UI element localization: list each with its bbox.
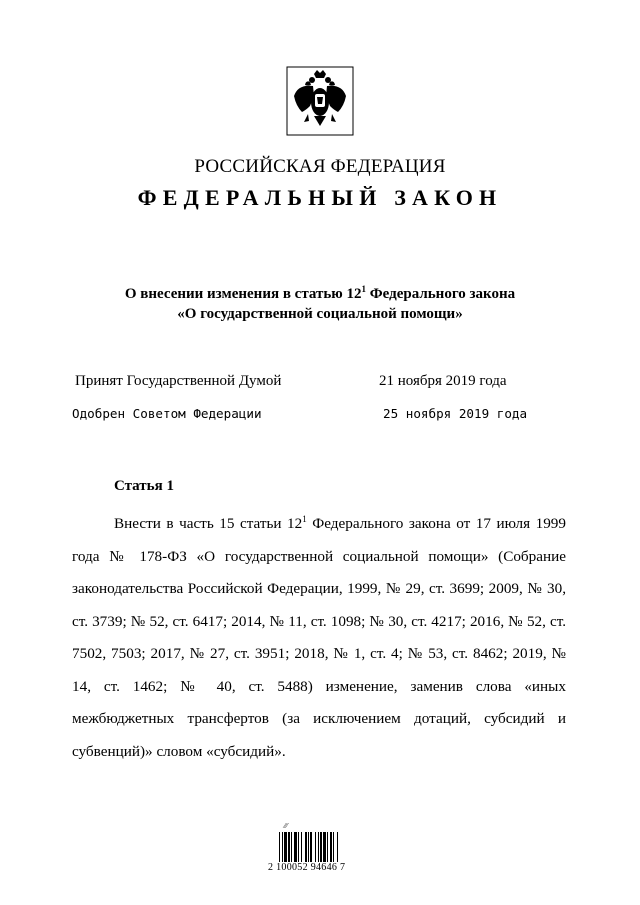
law-title xyxy=(0,284,640,324)
law-title-line-2: «О государственной социальной помощи» xyxy=(177,306,463,322)
duma-adoption-date: 21 ноября 2019 года xyxy=(379,373,507,389)
country-name: РОССИЙСКАЯ ФЕДЕРАЦИЯ xyxy=(194,156,446,177)
duma-adoption-label: Принят Государственной Думой xyxy=(75,373,282,389)
council-approval-label: Одобрен Советом Федерации xyxy=(72,406,262,421)
article-body: Внести в часть 15 статьи $12^1$ Федерального закона от 17 июля 1999 года № 178-ФЗ «О государственной социальной помощи» (Собрание законодательства Российской Федерации, 1999, № 29, ст. 3699; 2009, № 30, ст. 3739; № 52, ст. 6417; 2014, № 11, ст. 1098; № 30, ст. 4217; 2016, № 52, ст. 7502, 7503; 2017, № 27, ст. 3951; 2018, № 1, ст. 4; № 53, ст. 8462; 2019, № 14, ст. 1462; № 40, ст. 5488) изменение, заменив слова «иных межбюджетных трансфертов (за исключением дотаций, субсидий и субвенций)» словом «субсидий». xyxy=(72,514,566,760)
article-heading: Статья 1 xyxy=(114,478,174,494)
council-approval-date: 25 ноября 2019 года xyxy=(383,406,528,421)
barcode-icon xyxy=(279,832,363,862)
barcode-number: 2 100052 94646 7 xyxy=(268,862,346,873)
coat-of-arms-icon xyxy=(286,66,354,136)
stamp-mark: ⁄⁄⁄ xyxy=(284,822,288,830)
law-title-line-1: О внесении изменения в статью $12^1$ Федерального закона xyxy=(124,284,516,302)
document-type: ФЕДЕРАЛЬНЫЙ ЗАКОН xyxy=(137,185,503,210)
